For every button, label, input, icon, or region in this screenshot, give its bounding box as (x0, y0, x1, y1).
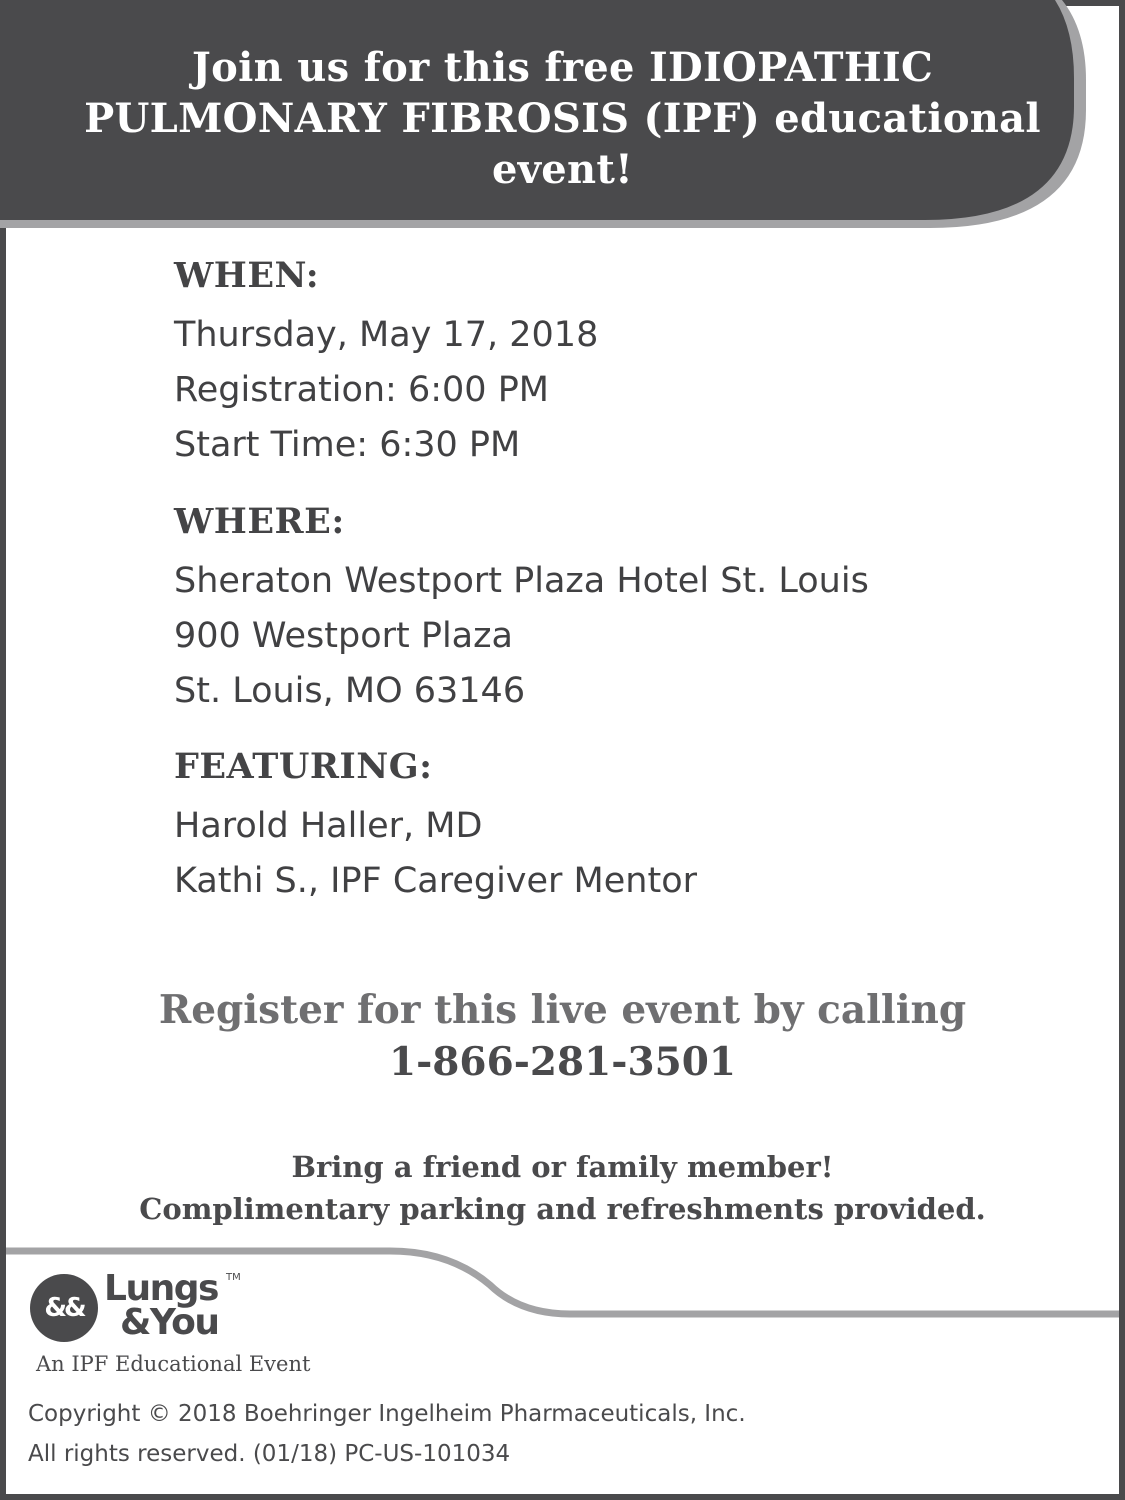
register-phone[interactable]: 1-866-281-3501 (388, 1039, 737, 1085)
rights-line: All rights reserved. (01/18) PC-US-101034 (28, 1441, 511, 1467)
where-section (174, 500, 1054, 719)
invite-line-1: Bring a friend or family member! (291, 1150, 834, 1184)
logo-word-you: &You (120, 1302, 219, 1343)
logo-trademark: TM (226, 1272, 241, 1283)
when-start-time: Start Time: 6:30 PM (174, 425, 521, 465)
where-venue: Sheraton Westport Plaza Hotel St. Louis (174, 561, 869, 601)
featuring-heading: FEATURING: (174, 746, 433, 787)
copyright-block (28, 1394, 746, 1474)
when-heading: WHEN: (174, 255, 320, 296)
logo-tagline: An IPF Educational Event (36, 1352, 311, 1376)
featuring-speaker-2: Kathi S., IPF Caregiver Mentor (174, 861, 698, 901)
logo-badge-icon: && (30, 1274, 98, 1342)
logo-word-lungs: Lungs (104, 1268, 218, 1309)
featuring-section (174, 745, 1054, 909)
where-city: St. Louis, MO 63146 (174, 671, 526, 711)
when-registration: Registration: 6:00 PM (174, 370, 550, 410)
where-street: 900 Westport Plaza (174, 616, 513, 656)
featuring-speaker-1: Harold Haller, MD (174, 806, 483, 846)
copyright-line: Copyright © 2018 Boehringer Ingelheim Pharmaceuticals, Inc. (28, 1401, 746, 1427)
invite-line-2: Complimentary parking and refreshments provided. (139, 1192, 986, 1226)
register-block (60, 984, 1065, 1088)
event-title: Join us for this free IDIOPATHIC PULMONARY FIBROSIS (IPF) educational event! (84, 44, 1041, 193)
invite-block (60, 1146, 1065, 1230)
when-section (174, 254, 1054, 473)
register-text: Register for this live event by calling (158, 987, 967, 1033)
where-heading: WHERE: (174, 501, 345, 542)
when-date: Thursday, May 17, 2018 (174, 315, 599, 355)
